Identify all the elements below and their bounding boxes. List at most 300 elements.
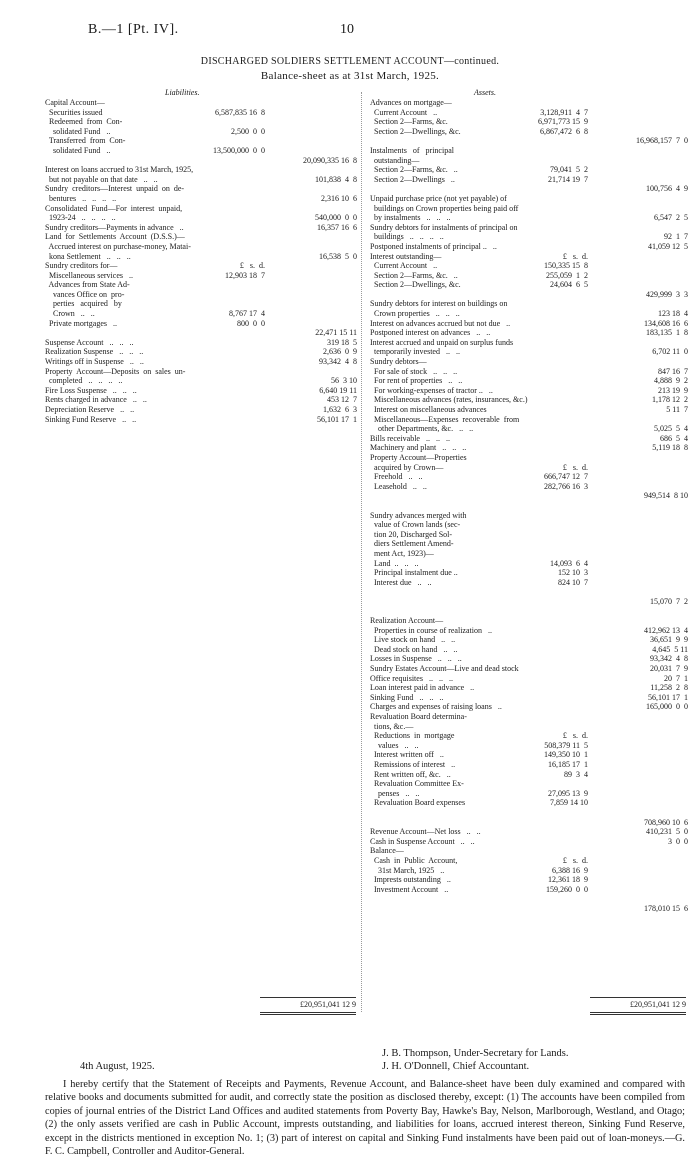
assets-row: [370, 424, 688, 434]
assets-row-label: Interest accrued and unpaid on surplus funds: [370, 337, 514, 347]
assets-row-inner-amount: 6,388 16 9: [552, 865, 588, 875]
liabilities-row-label: Transferred from Con-: [45, 136, 126, 146]
assets-row-inner-amount: 14,093 6 4: [550, 558, 588, 568]
assets-row: [370, 338, 688, 348]
assets-row-label: Current Account ..: [370, 107, 438, 117]
assets-row-outer-amount: 20,031 7 9: [650, 664, 688, 674]
assets-row-inner-amount: 159,260 0 0: [546, 884, 588, 894]
liabilities-row: [45, 405, 357, 415]
assets-row: [370, 856, 688, 866]
assets-row-outer-amount: 4,888 9 2: [654, 376, 688, 386]
assets-row-label: Freehold .. ..: [370, 472, 423, 482]
assets-row-inner-amount: 824 10 7: [558, 577, 588, 587]
report-reference: B.—1 [Pt. IV].: [88, 22, 179, 37]
liabilities-row-label: Sinking Fund Reserve .. ..: [45, 414, 137, 424]
assets-row: [370, 606, 688, 616]
assets-row-label: Sundry debtors for instalments of principal on: [370, 222, 518, 232]
assets-row: [370, 626, 688, 636]
assets-row-outer-amount: 16,968,157 7 0: [636, 136, 688, 146]
assets-row: [370, 674, 688, 684]
assets-section: [370, 88, 688, 913]
liabilities-row: [45, 309, 357, 319]
assets-row: [370, 702, 688, 712]
assets-row-label: Loan interest paid in advance ..: [370, 683, 475, 693]
document-subtitle: Balance-sheet as at 31st March, 1925.: [260, 70, 440, 82]
assets-row-label: Sundry Estates Account—Live and dead stock: [370, 664, 519, 674]
liabilities-row-label: kona Settlement .. .. ..: [45, 251, 131, 261]
liabilities-row-label: Rents charged in advance .. ..: [45, 395, 147, 405]
assets-row: [370, 511, 688, 521]
liabilities-row: [45, 338, 357, 348]
assets-row-label: Revaluation Board expenses: [370, 798, 466, 808]
assets-row-outer-amount: 410,231 5 0: [646, 827, 688, 837]
assets-row-label: Interest on miscellaneous advances: [370, 405, 487, 414]
assets-row-outer-amount: 4,645 5 11: [652, 644, 688, 654]
assets-row-label: Leasehold .. ..: [370, 481, 427, 491]
assets-row-inner-amount: 282,766 16 3: [544, 481, 588, 491]
assets-row-outer-amount: 708,960 10 6: [644, 817, 688, 827]
assets-row: [370, 779, 688, 789]
assets-row-outer-amount: 429,999 3 3: [646, 289, 688, 299]
assets-row-label: Miscellaneous advances (rates, insurances, &c.): [370, 395, 528, 405]
assets-row-label: 31st March, 1925 ..: [370, 865, 445, 875]
assets-row: [370, 463, 688, 473]
assets-row: [370, 904, 688, 914]
assets-row-label: Balance—: [370, 846, 404, 856]
assets-row-outer-amount: 213 19 9: [658, 385, 688, 395]
assets-row-label: Section 2—Dwellings, &c.: [370, 126, 461, 136]
liabilities-row-label: Sundry creditors—Payments in advance ..: [45, 222, 184, 232]
assets-total: £20,951,041 12 9: [630, 1000, 686, 1009]
assets-row-inner-amount: 24,604 6 5: [550, 280, 588, 290]
liabilities-row-inner-amount: 6,587,835 16 8: [215, 107, 265, 117]
liabilities-row: [45, 271, 357, 281]
assets-row: [370, 204, 688, 214]
liabilities-row: [45, 261, 357, 271]
liabilities-row: [45, 165, 357, 175]
report-date: 4th August, 1925.: [80, 1061, 155, 1072]
assets-row: [370, 578, 688, 588]
assets-row-outer-amount: 134,608 16 6: [644, 318, 688, 328]
assets-row: [370, 539, 688, 549]
assets-row-outer-amount: 178,010 15 6: [644, 903, 688, 913]
assets-row-outer-amount: 5 11 7: [666, 405, 688, 414]
assets-row-label: Current Account ..: [370, 261, 438, 271]
liabilities-row: [45, 117, 357, 127]
assets-row: [370, 299, 688, 309]
assets-row-label: diers Settlement Amend-: [370, 539, 454, 549]
assets-row-label: temporarily invested .. ..: [370, 347, 460, 357]
assets-row: [370, 760, 688, 770]
assets-row-outer-amount: 3 0 0: [668, 836, 688, 846]
liabilities-row: [45, 108, 357, 118]
assets-row-outer-amount: 949,514 8 10: [644, 491, 688, 501]
assets-row-label: value of Crown lands (sec-: [370, 520, 461, 530]
liabilities-row-label: Interest on loans accrued to 31st March, 1925,: [45, 165, 194, 175]
assets-row: [370, 290, 688, 300]
liabilities-row: [45, 98, 357, 108]
liabilities-row: [45, 232, 357, 242]
assets-row-label: Unpaid purchase price (not yet payable) of: [370, 193, 507, 203]
assets-row-label: Machinery and plant .. .. ..: [370, 443, 467, 453]
assets-row-label: Sinking Fund .. .. ..: [370, 692, 444, 702]
assets-row-label: buildings on Crown properties being paid off: [370, 203, 519, 213]
assets-row: [370, 395, 688, 405]
assets-row-label: Interest on advances accrued but not due ..: [370, 318, 511, 328]
liabilities-row-outer-amount: 56 3 10: [331, 376, 357, 386]
liabilities-label: Liabilities.: [165, 88, 200, 97]
assets-row-label: Office requisites .. .. ..: [370, 673, 453, 683]
assets-row-label: For rent of properties .. ..: [370, 376, 463, 386]
assets-row: [370, 376, 688, 386]
liabilities-row: [45, 252, 357, 262]
liabilities-row: [45, 194, 357, 204]
assets-row-outer-amount: 41,059 12 5: [648, 241, 688, 251]
liabilities-row: [45, 280, 357, 290]
assets-row-label: outstanding—: [370, 155, 420, 165]
assets-row-label: Cash in Suspense Account .. ..: [370, 836, 475, 846]
assets-row: [370, 501, 688, 511]
assets-row-label: For sale of stock .. .. ..: [370, 366, 458, 376]
assets-row-inner-amount: 150,335 15 8: [544, 261, 588, 271]
assets-row: [370, 808, 688, 818]
liabilities-section: [45, 88, 357, 424]
assets-lines: [370, 98, 688, 913]
liabilities-row-label: Advances from State Ad-: [45, 280, 130, 290]
liabilities-row-outer-amount: 20,090,335 16 8: [303, 155, 357, 165]
assets-row-inner-amount: 27,095 13 9: [548, 788, 588, 798]
page-number: 10: [340, 22, 354, 37]
assets-row: [370, 693, 688, 703]
assets-row-outer-amount: 100,756 4 9: [646, 184, 688, 194]
assets-row: [370, 271, 688, 281]
assets-row: [370, 213, 688, 223]
assets-row: [370, 328, 688, 338]
assets-row-label: tion 20, Discharged Sol-: [370, 529, 453, 539]
assets-row-outer-amount: 11,258 2 8: [650, 683, 688, 693]
assets-row: [370, 175, 688, 185]
liabilities-row: [45, 175, 357, 185]
liabilities-row-label: but not payable on that date .. ..: [45, 174, 158, 184]
assets-row-label: Revenue Account—Net loss .. ..: [370, 827, 481, 837]
liabilities-row: [45, 184, 357, 194]
assets-row-label: Postponed instalments of principal .. ..: [370, 241, 497, 251]
liabilities-row: [45, 204, 357, 214]
assets-row-label: by instalments .. .. ..: [370, 213, 451, 223]
liabilities-row-outer-amount: 16,538 5 0: [319, 251, 357, 261]
assets-row-label: Instalments of principal: [370, 145, 454, 155]
assets-row-inner-amount: 89 3 4: [564, 769, 588, 779]
assets-row: [370, 597, 688, 607]
assets-row-label: Rent written off, &c. ..: [370, 769, 451, 779]
assets-row-outer-amount: 183,135 1 8: [646, 328, 688, 338]
liabilities-row: [45, 415, 357, 425]
liabilities-total: £20,951,041 12 9: [300, 1000, 356, 1009]
assets-row-label: Reductions in mortgage: [370, 731, 455, 741]
assets-row: [370, 645, 688, 655]
liabilities-row-inner-amount: 13,500,000 0 0: [213, 145, 265, 155]
assets-row-label: Investment Account ..: [370, 884, 449, 894]
assets-row: [370, 136, 688, 146]
liabilities-row: [45, 347, 357, 357]
liabilities-row-label: Property Account—Deposits on sales un-: [45, 366, 186, 376]
assets-total-block: [590, 1000, 686, 1009]
assets-row-outer-amount: 847 16 7: [658, 366, 688, 376]
assets-row-label: Interest due .. ..: [370, 577, 432, 587]
assets-row: [370, 712, 688, 722]
assets-row-label: Section 2—Dwellings, &c.: [370, 280, 461, 290]
liabilities-row-inner-amount: £ s. d.: [239, 261, 265, 271]
assets-row: [370, 664, 688, 674]
assets-row: [370, 549, 688, 559]
assets-row-label: Cash in Public Account,: [370, 855, 458, 865]
assets-row: [370, 482, 688, 492]
assets-row: [370, 127, 688, 137]
assets-row-outer-amount: 20 7 1: [664, 673, 688, 683]
liabilities-row: [45, 299, 357, 309]
assets-row-inner-amount: 7,859 14 10: [550, 798, 588, 808]
assets-row: [370, 156, 688, 166]
assets-row: [370, 616, 688, 626]
assets-row-label: Section 2—Farms, &c. ..: [370, 165, 458, 175]
assets-row-label: buildings .. .. .. ..: [370, 232, 444, 242]
signature-odonnell: J. H. O'Donnell, Chief Accountant.: [382, 1061, 530, 1072]
column-divider: [361, 92, 362, 1012]
assets-row-outer-amount: 5,119 18 8: [652, 443, 688, 453]
liabilities-row-label: Suspense Account .. .. ..: [45, 337, 134, 347]
assets-row: [370, 827, 688, 837]
assets-row-label: Crown properties .. .. ..: [370, 309, 460, 319]
liabilities-row-outer-amount: 2,316 10 6: [321, 193, 357, 203]
assets-row-label: Charges and expenses of raising loans ..: [370, 702, 502, 712]
assets-row: [370, 866, 688, 876]
assets-row: [370, 750, 688, 760]
liabilities-row-label: Fire Loss Suspense .. .. ..: [45, 385, 137, 395]
assets-row-inner-amount: 21,714 19 7: [548, 174, 588, 184]
document-title: DISCHARGED SOLDIERS SETTLEMENT ACCOUNT—continued.: [200, 56, 500, 67]
liabilities-row-outer-amount: 16,357 16 6: [317, 222, 357, 232]
liabilities-row-label: completed .. .. .. ..: [45, 376, 123, 386]
assets-row-outer-amount: 93,342 4 8: [650, 654, 688, 664]
assets-row-outer-amount: 1,178 12 2: [652, 395, 688, 405]
assets-row-inner-amount: 79,041 5 2: [550, 165, 588, 175]
assets-row-outer-amount: 6,547 2 5: [654, 213, 688, 223]
assets-row: [370, 309, 688, 319]
assets-row: [370, 319, 688, 329]
assets-row-inner-amount: 666,747 12 7: [544, 472, 588, 482]
liabilities-row: [45, 357, 357, 367]
liabilities-row-label: vances Office on pro-: [45, 289, 125, 299]
liabilities-row-outer-amount: 2,636 0 9: [323, 347, 357, 357]
assets-row: [370, 530, 688, 540]
assets-row: [370, 559, 688, 569]
liabilities-row-inner-amount: 2,500 0 0: [231, 126, 265, 136]
liabilities-row-outer-amount: 319 18 5: [327, 337, 357, 347]
assets-row: [370, 731, 688, 741]
assets-row-inner-amount: 3,128,911 4 7: [540, 107, 588, 117]
assets-row: [370, 875, 688, 885]
assets-row-inner-amount: 152 10 3: [558, 568, 588, 578]
liabilities-row: [45, 367, 357, 377]
liabilities-row-outer-amount: 1,632 6 3: [323, 405, 357, 414]
assets-row-label: Advances on mortgage—: [370, 98, 452, 107]
assets-row-inner-amount: 508,379 11 5: [544, 740, 588, 750]
assets-row-label: penses .. ..: [370, 788, 420, 798]
liabilities-row-label: Writings off in Suspense .. ..: [45, 357, 144, 367]
liabilities-row-outer-amount: 6,640 19 11: [319, 385, 357, 395]
assets-row: [370, 108, 688, 118]
assets-row-label: Bills receivable .. .. ..: [370, 433, 450, 443]
assets-row: [370, 654, 688, 664]
liabilities-row: [45, 136, 357, 146]
assets-row-inner-amount: 12,361 18 9: [548, 875, 588, 885]
assets-row-label: Sundry advances merged with: [370, 510, 467, 520]
assets-row: [370, 232, 688, 242]
assets-row-label: Losses in Suspense .. .. ..: [370, 654, 462, 664]
assets-row-label: Dead stock on hand .. ..: [370, 644, 458, 654]
liabilities-row-outer-amount: 101,838 4 8: [315, 174, 357, 184]
assets-row: [370, 252, 688, 262]
liabilities-row-label: Land for Settlements Account (D.S.S.)—: [45, 232, 185, 242]
assets-row-label: Interest written off ..: [370, 750, 444, 760]
assets-row-inner-amount: 255,059 1 2: [546, 270, 588, 280]
assets-row: [370, 280, 688, 290]
liabilities-total-rule-bottom: [260, 1012, 356, 1015]
assets-row: [370, 798, 688, 808]
assets-row-label: Principal instalment due ..: [370, 568, 458, 578]
assets-row: [370, 117, 688, 127]
assets-row-label: Sundry debtors—: [370, 357, 427, 367]
assets-row-label: ment Act, 1923)—: [370, 548, 434, 558]
liabilities-row-label: solidated Fund ..: [45, 126, 111, 136]
assets-row-label: Postponed interest on advances .. ..: [370, 328, 491, 338]
liabilities-row: [45, 319, 357, 329]
liabilities-row: [45, 386, 357, 396]
assets-row-label: Interest outstanding—: [370, 251, 442, 261]
liabilities-row-inner-amount: 8,767 17 4: [229, 309, 265, 319]
assets-row: [370, 472, 688, 482]
liabilities-row: [45, 242, 357, 252]
assets-row-label: Sundry debtors for interest on buildings on: [370, 299, 508, 309]
auditor-certificate: I hereby certify that the Statement of Receipts and Payments, Revenue Account, and Balance-sheet have been duly examined and compared with relative books and documents submitted for audit, and correctly state the position as disclosed thereby, except: (1) The accounts have been compiled from copies of journal entries of the District Land Offices and audited statements from Poverty Bay, Hawke's Bay, Nelson, Marlborough, Westland, and Otago; (2) the only assets verified are cash in Public Account, imprests outstanding, and liabilities for loans, accrued interest thereon, Sinking Fund Reserve, except in the districts mentioned in exception No. 1; (3) part of interest on capital and Sinking Fund instalments have been paid out of loan-moneys.—G. F. C. Campbell, Controller and Auditor-General.: [45, 1079, 685, 1158]
liabilities-row-label: Depreciation Reserve .. ..: [45, 405, 135, 414]
assets-row: [370, 261, 688, 271]
liabilities-row-outer-amount: 540,000 0 0: [315, 213, 357, 223]
liabilities-row-label: Accrued interest on purchase-money, Matai-: [45, 241, 191, 251]
assets-row: [370, 357, 688, 367]
liabilities-row-outer-amount: 22,471 15 11: [315, 328, 357, 338]
assets-row-label: acquired by Crown—: [370, 462, 444, 472]
assets-row-outer-amount: 686 5 4: [660, 433, 688, 443]
liabilities-row-label: solidated Fund ..: [45, 145, 111, 155]
assets-row: [370, 443, 688, 453]
assets-row-label: Section 2—Dwellings ..: [370, 174, 455, 184]
assets-row: [370, 146, 688, 156]
assets-row-label: Revaluation Board determina-: [370, 712, 467, 721]
liabilities-row-inner-amount: 800 0 0: [237, 318, 265, 328]
assets-row: [370, 818, 688, 828]
assets-row-inner-amount: 6,971,773 15 9: [538, 117, 588, 127]
liabilities-row: [45, 290, 357, 300]
assets-row-inner-amount: 149,350 10 1: [544, 750, 588, 760]
assets-row-label: Section 2—Farms, &c. ..: [370, 270, 458, 280]
liabilities-row-outer-amount: 56,101 17 1: [317, 414, 357, 424]
assets-row: [370, 722, 688, 732]
assets-row: [370, 453, 688, 463]
assets-row-label: Revaluation Committee Ex-: [370, 779, 464, 789]
assets-row-inner-amount: £ s. d.: [562, 855, 588, 865]
liabilities-lines: [45, 98, 357, 424]
liabilities-row: [45, 376, 357, 386]
assets-row: [370, 683, 688, 693]
assets-row: [370, 242, 688, 252]
assets-row-label: For working-expenses of tractor .. ..: [370, 385, 493, 395]
assets-row: [370, 770, 688, 780]
liabilities-row-label: Sundry creditors—Interest unpaid on de-: [45, 184, 185, 194]
liabilities-row: [45, 395, 357, 405]
assets-row-label: Properties in course of realization ..: [370, 625, 492, 635]
assets-row-label: Property Account—Properties: [370, 452, 467, 462]
assets-row-label: Miscellaneous—Expenses recoverable from: [370, 414, 520, 424]
assets-row: [370, 194, 688, 204]
assets-row: [370, 846, 688, 856]
assets-row: [370, 347, 688, 357]
signature-thompson: J. B. Thompson, Under-Secretary for Lands.: [382, 1048, 569, 1059]
assets-row: [370, 894, 688, 904]
liabilities-row: [45, 156, 357, 166]
liabilities-row-outer-amount: 453 12 7: [327, 395, 357, 405]
assets-row: [370, 587, 688, 597]
liabilities-row-label: Consolidated Fund—For interest unpaid,: [45, 203, 183, 213]
assets-row-label: Imprests outstanding ..: [370, 875, 451, 885]
assets-row-label: values .. ..: [370, 740, 419, 750]
assets-total-rule-bottom: [590, 1012, 686, 1015]
liabilities-total-rule-top: [260, 997, 356, 998]
assets-row: [370, 520, 688, 530]
assets-row-label: Realization Account—: [370, 616, 444, 626]
assets-row: [370, 837, 688, 847]
assets-row-outer-amount: 6,702 11 0: [652, 347, 688, 357]
assets-label: Assets.: [474, 88, 496, 97]
liabilities-row-label: Miscellaneous services ..: [45, 270, 133, 280]
assets-row-outer-amount: 123 18 4: [658, 309, 688, 319]
liabilities-total-block: [260, 1000, 356, 1009]
assets-row: [370, 223, 688, 233]
assets-row: [370, 885, 688, 895]
assets-row-outer-amount: 92 1 7: [664, 232, 688, 242]
liabilities-row-label: perties acquired by: [45, 299, 122, 309]
assets-row-outer-amount: 5,025 5 4: [654, 424, 688, 434]
assets-row: [370, 367, 688, 377]
assets-row: [370, 415, 688, 425]
assets-row: [370, 386, 688, 396]
liabilities-row-label: Capital Account—: [45, 98, 105, 107]
assets-row-inner-amount: £ s. d.: [562, 251, 588, 261]
liabilities-row: [45, 328, 357, 338]
liabilities-row-label: bentures .. .. .. ..: [45, 193, 117, 203]
assets-row-label: other Departments, &c. .. ..: [370, 424, 474, 434]
liabilities-row-label: 1923-24 .. .. .. ..: [45, 213, 116, 223]
assets-row-label: Remissions of interest ..: [370, 759, 456, 769]
liabilities-row-label: Private mortgages ..: [45, 318, 117, 328]
assets-row-outer-amount: 412,962 13 4: [644, 625, 688, 635]
assets-row-inner-amount: £ s. d.: [562, 731, 588, 741]
assets-row-label: tions, &c.—: [370, 721, 414, 731]
assets-row: [370, 184, 688, 194]
assets-row: [370, 635, 688, 645]
liabilities-row-label: Crown .. ..: [45, 309, 95, 319]
liabilities-row: [45, 223, 357, 233]
